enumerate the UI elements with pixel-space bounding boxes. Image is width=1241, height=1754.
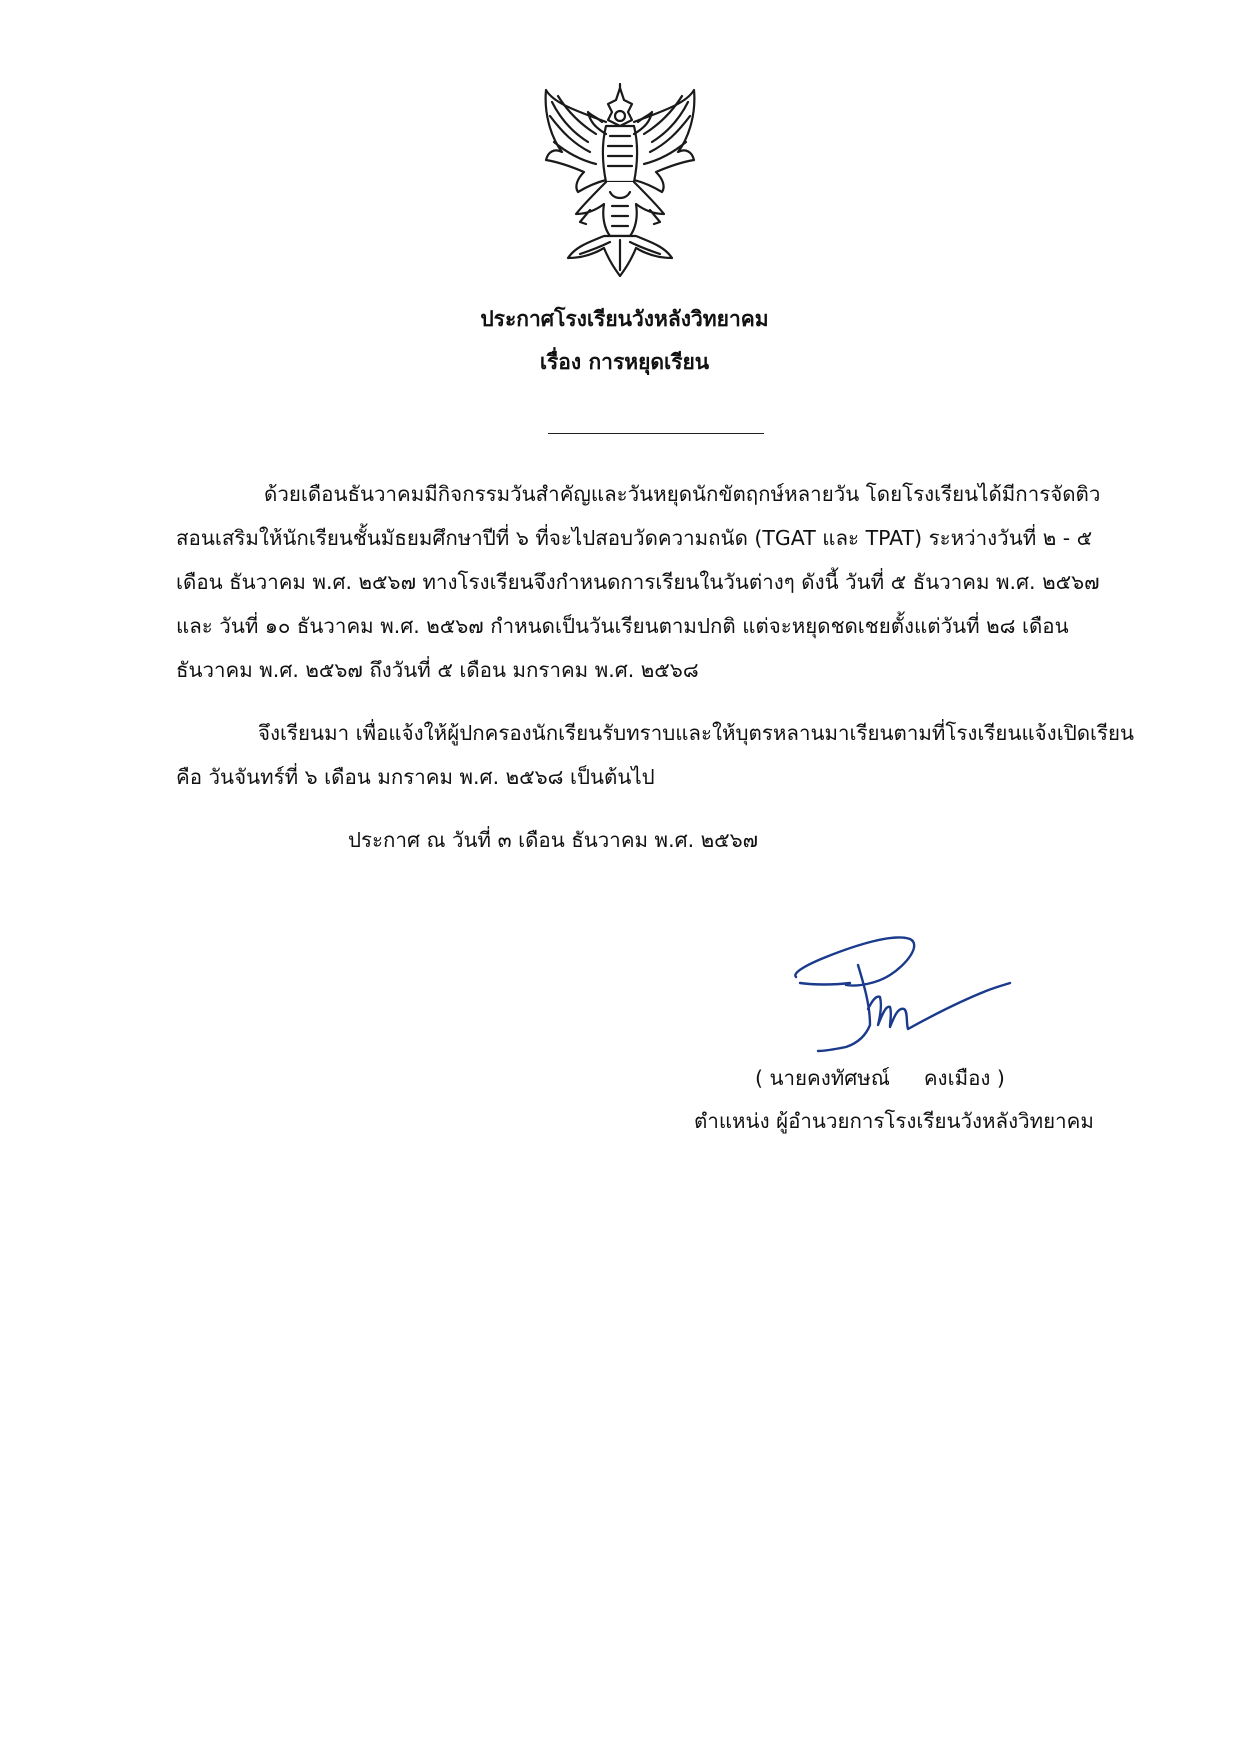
paragraph-line: และ วันที่ ๑๐ ธันวาคม พ.ศ. ๒๕๖๗ กำหนดเป็นวันเรียนตามปกติ แต่จะหยุดชดเชยตั้งแต่วันที่ ๒๘ เดือน xyxy=(176,614,1069,638)
signer-name-open: ( นายคงทัศษณ์ xyxy=(755,1066,890,1090)
document-subject: เรื่อง การหยุดเรียน xyxy=(539,350,710,374)
paragraph-line: จึงเรียนมา เพื่อแจ้งให้ผู้ปกครองนักเรียนรับทราบและให้บุตรหลานมาเรียนตามที่โรงเรียนแจ้งเปิดเรียน xyxy=(258,721,1135,745)
document-title: ประกาศโรงเรียนวังหลังวิทยาคม xyxy=(480,307,769,331)
announcement-date: ประกาศ ณ วันที่ ๓ เดือน ธันวาคม พ.ศ. ๒๕๖๗ xyxy=(348,828,759,852)
signer-name-close: คงเมือง ) xyxy=(923,1066,1005,1090)
handwritten-signature xyxy=(786,925,1016,1055)
paragraph-line: สอนเสริมให้นักเรียนชั้นมัธยมศึกษาปีที่ ๖ ที่จะไปสอบวัดความถนัด (TGAT และ TPAT) ระหว่างวันที่ ๒ - ๕ xyxy=(176,526,1093,550)
paragraph-line: ด้วยเดือนธันวาคมมีกิจกรรมวันสำคัญและวันหยุดนักขัตฤกษ์หลายวัน โดยโรงเรียนได้มีการจัดติว xyxy=(264,482,1101,506)
title-divider xyxy=(548,433,764,434)
paragraph-line: เดือน ธันวาคม พ.ศ. ๒๕๖๗ ทางโรงเรียนจึงกำหนดการเรียนในวันต่างๆ ดังนี้ วันที่ ๕ ธันวาคม พ.ศ. ๒๕๖๗ xyxy=(176,570,1100,594)
signer-position: ตำแหน่ง ผู้อำนวยการโรงเรียนวังหลังวิทยาคม xyxy=(694,1109,1094,1133)
signer-name xyxy=(755,1062,1005,1095)
garuda-emblem-icon xyxy=(540,82,700,277)
paragraph-line: คือ วันจันทร์ที่ ๖ เดือน มกราคม พ.ศ. ๒๕๖๘ เป็นต้นไป xyxy=(176,765,655,789)
paragraph-line: ธันวาคม พ.ศ. ๒๕๖๗ ถึงวันที่ ๕ เดือน มกราคม พ.ศ. ๒๕๖๘ xyxy=(176,658,699,682)
